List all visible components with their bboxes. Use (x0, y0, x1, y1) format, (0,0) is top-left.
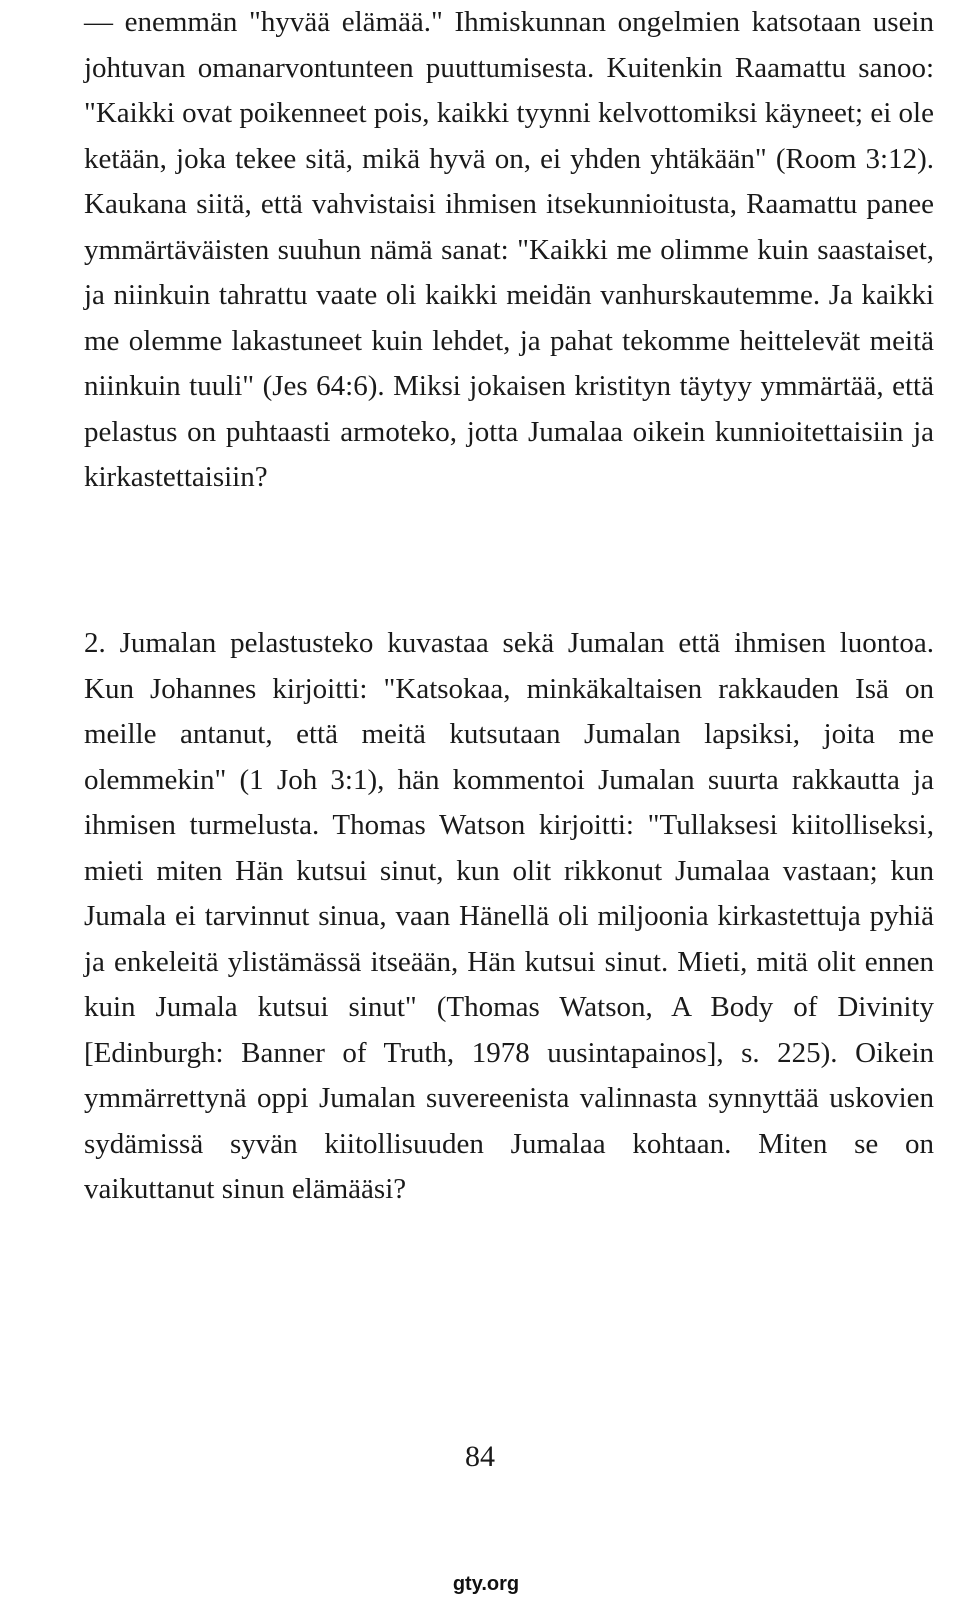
page-number: 84 (465, 1440, 495, 1473)
paragraph-1: — enemmän "hyvää elämää." Ihmiskunnan ongelmien katsotaan usein johtuvan omanarvontunteen puuttumisesta. Kuitenkin Raamattu sanoo: "Kaikki ovat poikenneet pois, kaikki tyynni kelvottomiksi käyneet; ei ole ketään, joka tekee sitä, mikä hyvä on, ei yhden yhtäkään" (Room 3:12). Kaukana siitä, että vahvistaisi ihmisen itsekunnioitusta, Raamattu panee ymmärtäväisten suuhun nämä sanat: "Kaikki me olimme kuin saastaiset, ja niinkuin tahrattu vaate oli kaikki meidän vanhurskautemme. Ja kaikki me olemme lakastuneet kuin lehdet, ja pahat tekomme heittelevät meitä niinkuin tuuli" (Jes 64:6). Miksi jokaisen kristityn täytyy ymmärtää, että pelastus on puhtaasti armoteko, jotta Jumalaa oikein kunnioitettaisiin ja kirkastettaisiin? (84, 6, 934, 493)
paragraph-2: 2. Jumalan pelastusteko kuvastaa sekä Jumalan että ihmisen luontoa. Kun Johannes kirjoitti: "Katsokaa, minkäkaltaisen rakkauden Isä on meille antanut, että meitä kutsutaan Jumalan lapsiksi, joita me olemmekin" (1 Joh 3:1), hän kommentoi Jumalan suurta rakkautta ja ihmisen turmelusta. Thomas Watson kirjoitti: "Tullaksesi kiitolliseksi, mieti miten Hän kutsui sinut, kun olit rikkonut Jumalaa vastaan; kun Jumala ei tarvinnut sinua, vaan Hänellä oli miljoonia kirkastettuja pyhiä ja enkeleitä ylistämässä itseään, Hän kutsui sinut. Mieti, mitä olit ennen kuin Jumala kutsui sinut" (Thomas Watson, A Body of Divinity [Edinburgh: Banner of Truth, 1978 uusintapainos], s. 225). Oikein ymmärrettynä oppi Jumalan suvereenista valinnasta synnyttää uskovien sydämissä syvän kiitollisuuden Jumalaa kohtaan. Miten se on vaikuttanut sinun elämääsi? (84, 627, 934, 1205)
footer-source-link[interactable]: gty.org (452, 1573, 520, 1595)
